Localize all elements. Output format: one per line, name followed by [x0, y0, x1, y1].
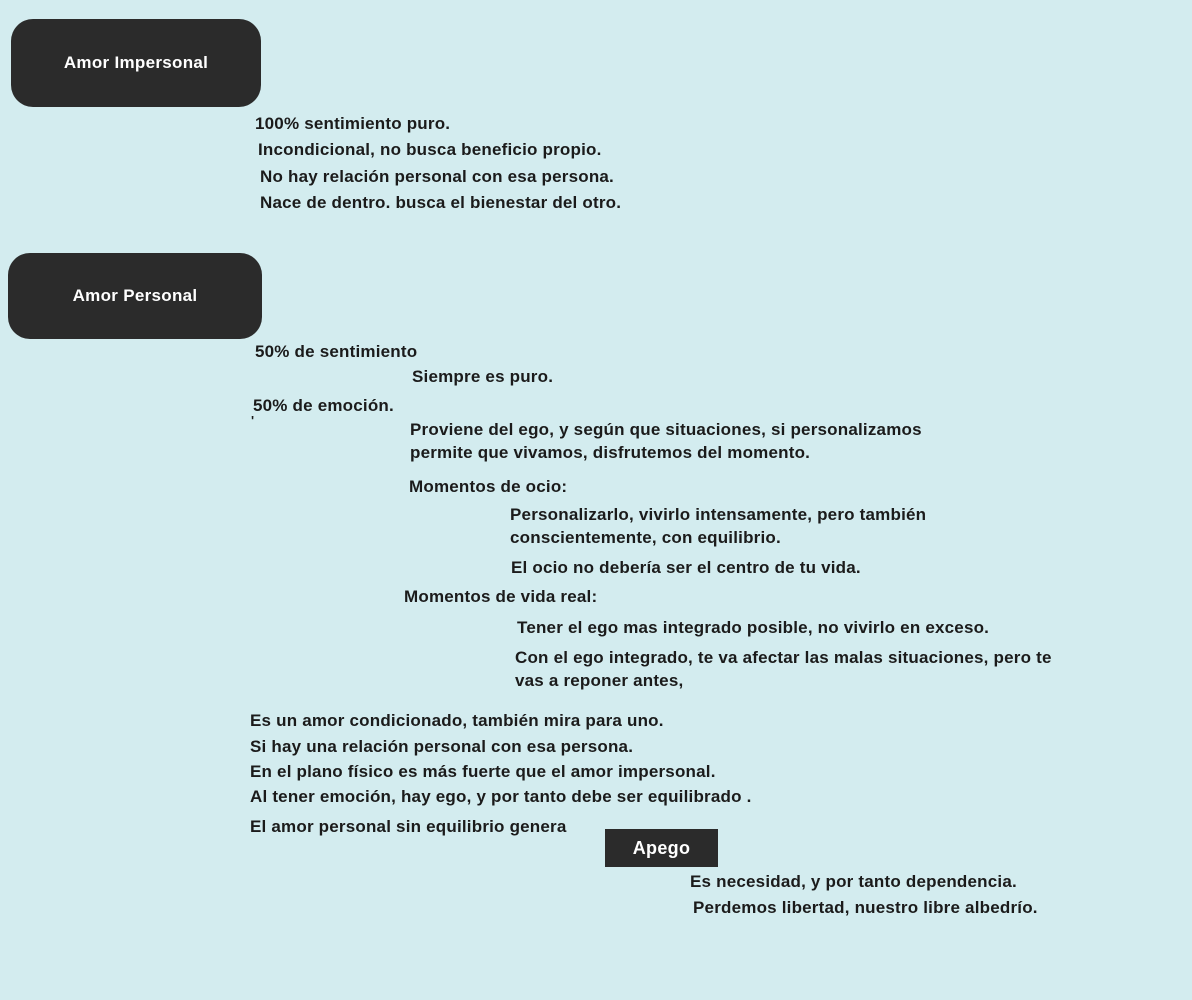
stray-mark: ': [251, 413, 255, 428]
node-apego-label: Apego: [632, 837, 691, 858]
amor-impersonal-note-2[interactable]: Incondicional, no busca beneficio propio.: [258, 140, 602, 159]
note-emocion-sub-line1[interactable]: Proviene del ego, y según que situaciones, si personalizamos: [410, 420, 922, 439]
node-amor-impersonal[interactable]: [11, 19, 261, 107]
note-genera-apego[interactable]: El amor personal sin equilibrio genera: [250, 817, 567, 836]
apego-note-1[interactable]: Es necesidad, y por tanto dependencia.: [690, 872, 1017, 891]
note-sentimiento[interactable]: 50% de sentimiento: [255, 342, 418, 361]
note-condicionado-3[interactable]: En el plano físico es más fuerte que el amor impersonal.: [250, 762, 716, 781]
note-condicionado-4[interactable]: Al tener emoción, hay ego, y por tanto debe ser equilibrado .: [250, 787, 752, 806]
note-ocio-header[interactable]: Momentos de ocio:: [409, 477, 568, 496]
note-vida-real-sub2-line2[interactable]: vas a reponer antes,: [515, 671, 684, 690]
node-amor-personal[interactable]: [8, 253, 262, 339]
note-sentimiento-sub[interactable]: Siempre es puro.: [412, 367, 554, 386]
amor-impersonal-note-3[interactable]: No hay relación personal con esa persona.: [260, 167, 614, 186]
note-condicionado-2[interactable]: Si hay una relación personal con esa persona.: [250, 737, 634, 756]
note-condicionado-1[interactable]: Es un amor condicionado, también mira para uno.: [250, 711, 664, 730]
note-emocion-sub-line2[interactable]: permite que vivamos, disfrutemos del momento.: [410, 443, 811, 462]
note-ocio-sub1-line2[interactable]: conscientemente, con equilibrio.: [510, 528, 781, 547]
note-vida-real-sub2-line1[interactable]: Con el ego integrado, te va afectar las malas situaciones, pero te: [515, 648, 1052, 667]
note-vida-real-header[interactable]: Momentos de vida real:: [404, 587, 598, 606]
apego-note-2[interactable]: Perdemos libertad, nuestro libre albedrío.: [693, 898, 1038, 917]
node-amor-personal-label: Amor Personal: [72, 286, 198, 305]
note-emocion[interactable]: 50% de emoción.: [253, 396, 394, 415]
node-apego[interactable]: [605, 829, 718, 867]
amor-impersonal-note-4[interactable]: Nace de dentro. busca el bienestar del otro.: [260, 193, 622, 212]
amor-impersonal-note-1[interactable]: 100% sentimiento puro.: [255, 114, 451, 133]
note-vida-real-sub1[interactable]: Tener el ego mas integrado posible, no vivirlo en exceso.: [517, 618, 990, 637]
note-ocio-sub1-line1[interactable]: Personalizarlo, vivirlo intensamente, pero también: [510, 505, 927, 524]
node-amor-impersonal-label: Amor Impersonal: [63, 53, 209, 72]
note-ocio-sub2[interactable]: El ocio no debería ser el centro de tu vida.: [511, 558, 861, 577]
